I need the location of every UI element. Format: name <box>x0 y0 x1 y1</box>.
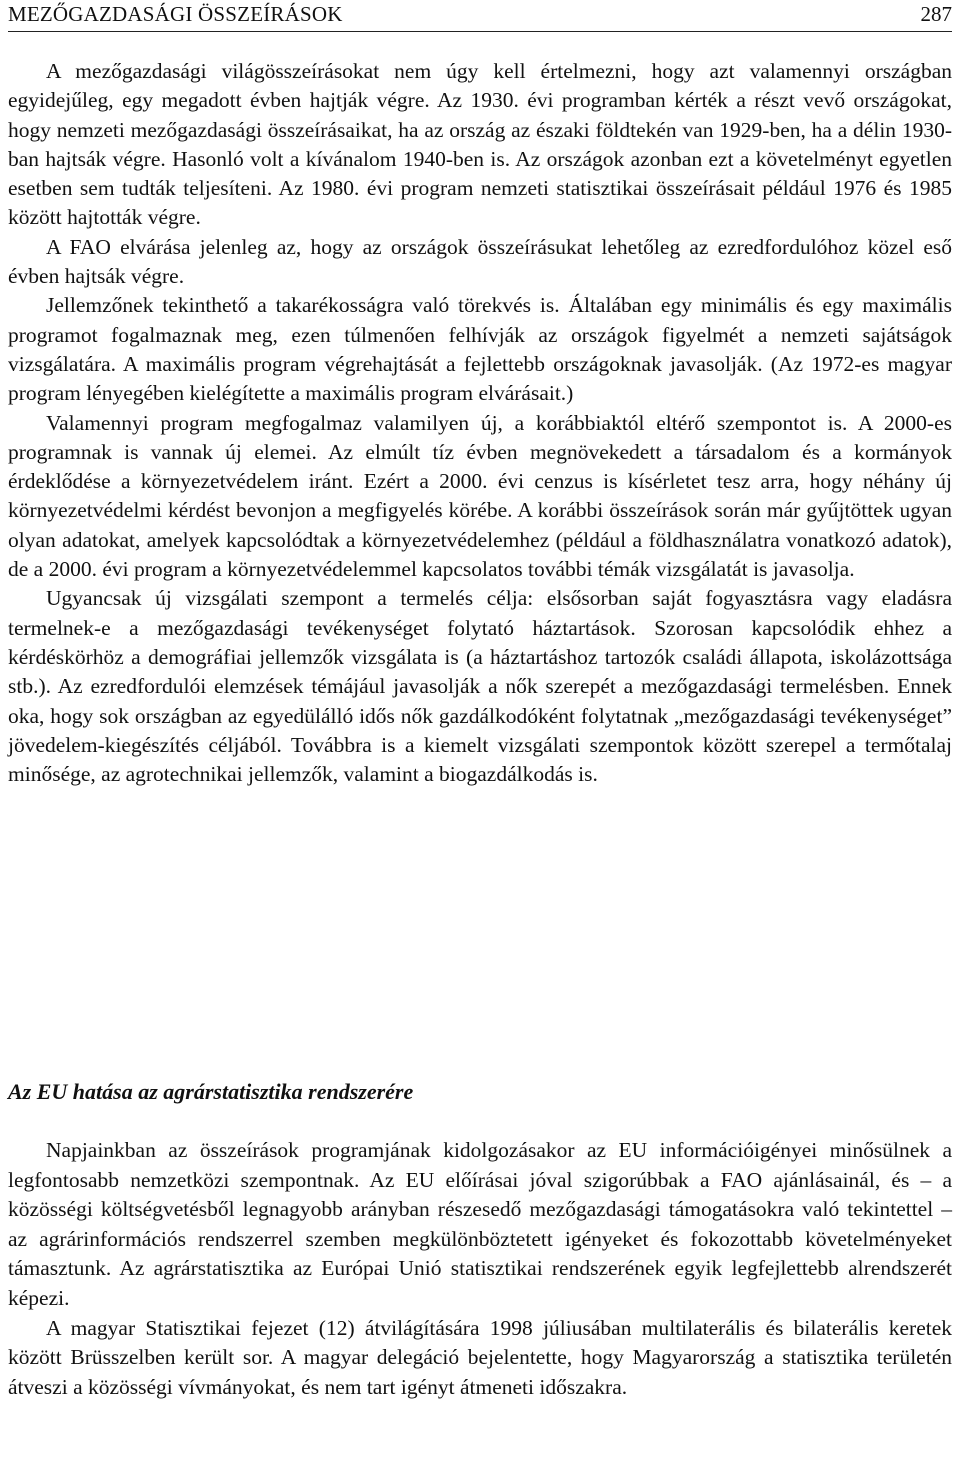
running-title: MEZŐGAZDASÁGI ÖSSZEÍRÁSOK <box>8 2 343 26</box>
paragraph: A mezőgazdasági világösszeírásokat nem úgy kell értelmezni, hogy azt valamennyi országban egyidejűleg, egy megadott évben hajtják végre. Az 1930. évi programban kérték a részt vevő országokat, hogy nemzeti mezőgazdasági összeírásaikat, ha az ország az északi földtekén van 1929-ben, ha a délin 1930-ban hajtsák végre. Hasonló volt a kívánalom 1940-ben is. Az országok azonban ezt a követelményt egyetlen esetben sem tudták teljesíteni. Az 1980. évi program nemzeti statisztikai összeírásait például 1976 és 1985 között hajtották végre. <box>8 59 952 230</box>
paragraph: Napjainkban az összeírások programjának kidolgozásakor az EU információigényei minősülnek a legfontosabb nemzetközi szempontnak. Az EU előírásai jóval szigorúbbak a FAO ajánlásainál, és – a közösségi költségvetésből legnagyobb arányban részesedő mezőgazdasági támogatásokra való tekintettel – az agrárinformációs rendszerrel szemben megkülönböztetett igényeket és fokozottabb követelményeket támasztunk. Az agrárstatisztika az Európai Unió statisztikai rendszerének egyik legfejlettebb alrendszerét képezi. <box>8 1138 952 1310</box>
paragraph: Jellemzőnek tekinthető a takarékosságra való törekvés is. Általában egy minimális és egy maximális programot fogalmaznak meg, ezen túlmenően felhívják az országok figyelmét a nemzeti sajátságok vizsgálatára. A maximális program végrehajtását a fejlettebb országoknak javasolják. (Az 1972-es magyar program lényegében kielégítette a maximális program elvárásait.) <box>8 293 952 406</box>
section-2-body <box>8 1136 952 1402</box>
section-1-body <box>8 57 952 789</box>
paragraph: Valamennyi program megfogalmaz valamilyen új, a korábbiaktól eltérő szempontot is. A 2000-es programnak is vannak új elemei. Az elmúlt tíz évben megnövekedett a társadalom és a kormányok érdeklődése a környezetvédelem iránt. Ezért a 2000. évi cenzus is kísérletet tesz arra, hogy néhány új környezetvédelmi kérdést bevonjon a megfigyelés körébe. A korábbi összeírások során már gyűjtöttek ugyan olyan adatokat, amelyek kapcsolódtak a környezetvédelemhez (például a földhasználatra vonatkozó adatok), de a 2000. évi program a környezetvédelemmel kapcsolatos további témák vizsgálatát is javasolja. <box>8 410 952 582</box>
paragraph: A magyar Statisztikai fejezet (12) átvilágítására 1998 júliusában multilaterális és bilaterális keretek között Brüsszelben került sor. A magyar delegáció bejelentette, hogy Magyarország a statisztika területén átveszi a közösségi vívmányokat, és nem tart igényt átmeneti időszakra. <box>8 1315 952 1399</box>
page-number: 287 <box>920 2 952 26</box>
section-heading: Az EU hatása az agrárstatisztika rendszerére <box>8 1079 414 1104</box>
paragraph: A FAO elvárása jelenleg az, hogy az országok összeírásukat lehetőleg az ezredfordulóhoz közel eső évben hajtsák végre. <box>8 234 952 289</box>
paragraph: Ugyancsak új vizsgálati szempont a termelés célja: elsősorban saját fogyasztásra vagy eladásra termelnek-e a mezőgazdasági tevékenységet folytató háztartások. Szorosan kapcsolódik ehhez a kérdéskörhöz a demográfiai jellemzők vizsgálata is (a háztartáshoz tartozók családi állapota, iskolázottsága stb.). Az ezredfordulói elemzések témájául javasolják a nők szerepét a mezőgazdasági termelésben. Ennek oka, hogy sok országban az egyedülálló idős nők gazdálkodóként folytatnak „mezőgazdasági tevékenységet” jövedelem-kiegészítés céljából. Továbbra is a kiemelt vizsgálati szempontok között szerepel a termőtalaj minősége, az agrotechnikai jellemzők, valamint a biogazdálkodás is. <box>8 586 952 787</box>
running-header <box>8 0 952 32</box>
